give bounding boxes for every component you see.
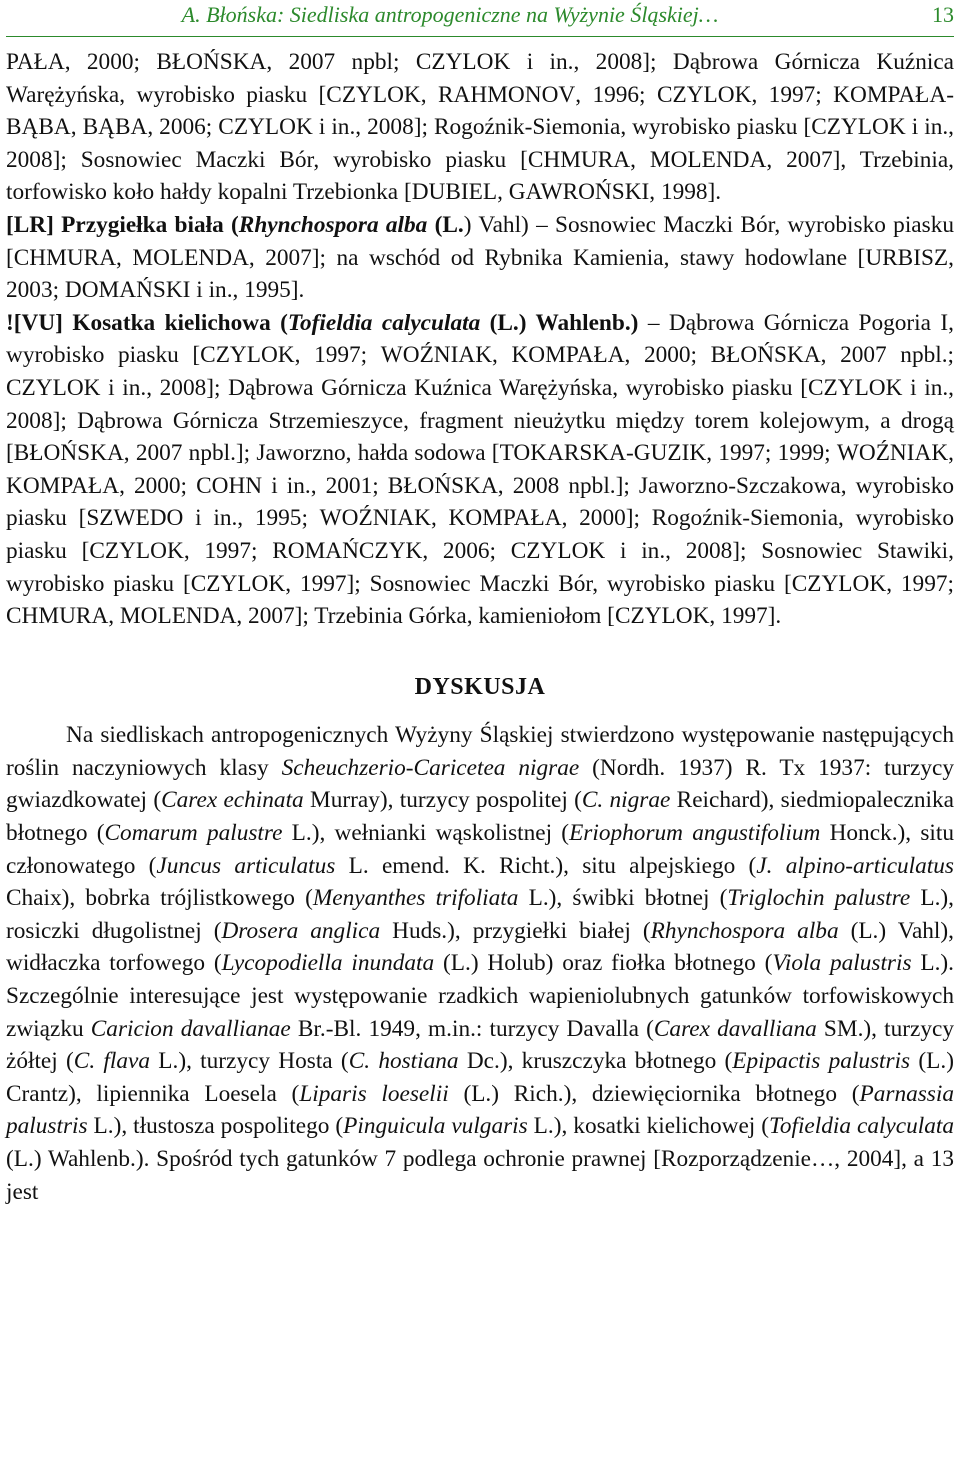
text-run: ,: [948, 440, 954, 467]
paragraph-locations-continued: [6, 46, 954, 209]
species-entry-label: [LR] Przygiełka biała (: [6, 211, 239, 238]
author-name: KOMPAŁA: [6, 472, 120, 499]
latin-name: Drosera anglica: [221, 917, 381, 944]
species-entry-label: (L.) Wahlenb.): [480, 309, 639, 336]
text-run: Br.-Bl. 1949, m.in.: turzycy Davalla (: [290, 1015, 654, 1042]
author-name: KOMPAŁA: [448, 505, 562, 532]
text-run: , 2000;: [624, 342, 711, 369]
author-name: WOŹNIAK: [836, 440, 949, 467]
paragraph-discussion: [6, 719, 954, 1208]
author-name: WOŹNIAK: [380, 342, 493, 369]
author-name: PAŁA: [6, 49, 65, 75]
body-text: [6, 46, 954, 1208]
author-name: ROMAŃCZYK: [272, 537, 423, 564]
text-run: , 2006;: [422, 537, 511, 564]
text-run: (L.) Holub) oraz fiołka błotnego (: [434, 950, 773, 977]
text-run: Honck.), situ członowatego (: [6, 820, 954, 879]
text-run: , 2006;: [147, 114, 219, 141]
author-name: MOLENDA: [132, 244, 249, 271]
author-name: CZYLOK: [811, 114, 906, 141]
text-run: ,: [108, 603, 120, 630]
latin-name: C. hostiana: [348, 1048, 459, 1075]
author-name: CHMURA: [13, 244, 117, 271]
text-run: Murray), turzycy pospolitej (: [303, 787, 582, 814]
author-name: CZYLOK: [218, 114, 313, 141]
author-name: CHMURA: [527, 146, 631, 173]
latin-name: Epipactis palustris: [732, 1048, 911, 1075]
latin-name: Carex davalliana: [653, 1015, 817, 1042]
text-run: , 1997]; Sosnowiec Maczki Bór, wyrobisko piasku [: [285, 570, 792, 597]
author-name: DUBIEL: [411, 179, 498, 206]
species-latin-name: Tofieldia calyculata: [287, 309, 481, 336]
author-name: CZYLOK: [6, 374, 101, 401]
author-name: CZYLOK: [326, 81, 421, 108]
text-run: (L.) Rich.), dziewięciornika błotnego (: [448, 1080, 860, 1107]
text-run: i in., 2008]; Dąbrowa Górnicza Strzemieszyce, fragment nieużytku między torem kolejowym, a drogą [: [6, 374, 954, 467]
author-name: CHMURA: [6, 603, 109, 630]
author-name: CZYLOK: [200, 342, 295, 369]
latin-name: Rhynchospora alba: [650, 917, 839, 944]
text-run: , 1997; 1999;: [706, 440, 837, 467]
latin-name: Carex echinata: [161, 787, 304, 814]
latin-name: Juncus articulatus: [156, 852, 336, 879]
latin-name: Triglochin palustre: [727, 885, 911, 912]
text-run: i in., 2008]; Sosnowiec Stawiki, wyrobisko piasku [: [6, 537, 954, 597]
text-run: (L.) Wahlenb.). Spośród tych gatunków 7 podlega ochronie prawnej [Rozporządzenie…, 2004], a 13 jest: [6, 1146, 954, 1205]
latin-name: Liparis loeselii: [299, 1080, 449, 1107]
text-run: SM.), turzycy żółtej (: [6, 1015, 954, 1075]
text-run: L.), kosatki kielichowej (: [527, 1113, 769, 1140]
text-run: Reichard), siedmiopalecznika błotnego (: [6, 787, 954, 847]
text-run: Huds.), przygiełki białej (: [380, 917, 651, 944]
text-run: i in., 1995;: [183, 505, 320, 532]
author-name: MOLENDA: [119, 603, 237, 630]
text-run: , 2007 npbl.;: [820, 342, 955, 369]
text-run: , 2007], Trzebinia, torfowisko koło hałdy kopalni Trzebionka [: [6, 146, 954, 206]
page-number: 13: [932, 2, 954, 27]
author-name: CZYLOK: [190, 570, 286, 597]
text-run: ,: [116, 244, 133, 271]
text-run: , 2008 npbl.]; Jaworzno-Szczakowa, wyrobisko piasku [: [6, 472, 955, 532]
latin-name: Tofieldia calyculata: [769, 1113, 955, 1140]
latin-name: Menyanthes trifoliata: [312, 885, 519, 912]
section-heading-dyskusja: DYSKUSJA: [414, 673, 546, 700]
author-name: BŁOŃSKA: [13, 440, 124, 467]
latin-name: Parnassia palustris: [6, 1080, 954, 1140]
text-run: ,: [420, 81, 439, 108]
text-run: , 2007]; Trzebinia Górka, kamieniołom [: [236, 603, 615, 630]
text-run: , 1997].: [709, 603, 782, 630]
text-run: ,: [492, 342, 512, 369]
text-run: L.), wełnianki wąskolistnej (: [282, 820, 570, 847]
author-name: BŁOŃSKA: [710, 342, 821, 369]
author-name: CZYLOK: [415, 49, 511, 75]
text-run: L.), tłustosza pospolitego (: [87, 1113, 344, 1140]
author-name: CZYLOK: [791, 570, 887, 597]
running-header: [6, 2, 954, 37]
species-entry-label: ![VU] Kosatka kielichowa (: [6, 309, 288, 336]
author-name: CZYLOK: [807, 374, 903, 401]
latin-name: Eriophorum angustifolium: [569, 820, 821, 847]
text-run: , 2007 npbl.]; Jaworzno, hałda sodowa [: [123, 440, 500, 467]
text-run: (L.) Vahl), widłaczka torfowego (: [6, 917, 954, 977]
text-run: (L.) Crantz), lipiennika Loesela (: [6, 1048, 954, 1107]
text-run: L.), turzycy Hosta (: [150, 1048, 349, 1075]
text-run: , 2000;: [119, 472, 197, 499]
text-run: ,: [630, 146, 650, 173]
latin-name: J. alpino-articulatus: [756, 852, 954, 879]
running-title: A. Błońska: Siedliska antropogeniczne na Wyżynie Śląskiej…: [181, 2, 719, 27]
author-name: CZYLOK: [89, 537, 184, 564]
author-name: MOLENDA: [649, 146, 767, 173]
author-name: COHN: [196, 472, 263, 499]
text-run: i in., 2008]; Dąbrowa Górnicza Kuźnica Warężyńska, wyrobisko piasku [: [100, 374, 808, 401]
author-name: DOMAŃSKI: [64, 277, 191, 304]
text-run: , 2007 npbl;: [266, 49, 416, 75]
text-run: ,: [497, 179, 509, 206]
author-name: KOMPAŁA-BĄBA: [6, 81, 954, 141]
latin-name: C. nigrae: [581, 787, 671, 814]
author-name: URBISZ: [865, 244, 949, 271]
text-run: , 2000;: [64, 49, 157, 75]
latin-name: Caricion davallianae: [90, 1015, 291, 1042]
latin-name: Viola palustris: [772, 950, 912, 977]
author-name: KOMPAŁA: [511, 342, 625, 369]
text-run: i in., 2008]; Sosnowiec Maczki Bór, wyrobisko piasku [: [6, 114, 954, 173]
author-name: BĄBA: [82, 114, 148, 141]
text-run: Na siedliskach antropogenicznych Wyżyny Śląskiej stwierdzono występowanie następujących roślin naczyniowych klasy: [6, 722, 954, 781]
text-run: , 1996;: [575, 81, 657, 108]
author-name: BŁOŃSKA: [387, 472, 498, 499]
text-run: L. emend. K. Richt.), situ alpejskiego (: [335, 852, 757, 879]
author-name: TOKARSKA-GUZIK: [499, 440, 707, 467]
text-run: ) Vahl) – Sosnowiec Maczki Bór, wyrobisko piasku [: [6, 211, 954, 271]
text-run: , 2000]; Rogoźnik-Siemonia, wyrobisko piasku [: [6, 505, 954, 564]
author-name: RAHMONOV: [438, 81, 576, 108]
paragraph-rhynchospora-alba: [6, 209, 954, 307]
author-name: SZWEDO: [86, 505, 184, 532]
text-run: L.), świbki błotnej (: [518, 885, 728, 912]
latin-name: Comarum palustre: [104, 820, 283, 847]
text-run: , 1997;: [886, 570, 954, 597]
text-run: L.). Szczególnie interesujące jest występowanie rzadkich wapieniolubnych gatunków torfowiskowych związku: [6, 950, 955, 1042]
species-entry-label: (L.: [427, 211, 464, 238]
latin-name: Pinguicula vulgaris: [343, 1113, 528, 1140]
author-name: BŁOŃSKA: [156, 49, 267, 75]
text-run: , 2003;: [6, 244, 954, 304]
text-run: , 1998].: [649, 179, 722, 206]
latin-name: C. flava: [73, 1048, 150, 1075]
text-run: , 1997;: [294, 342, 381, 369]
species-latin-name: Rhynchospora alba: [238, 211, 428, 238]
text-run: , 1997;: [751, 81, 834, 108]
text-run: Dc.), kruszczyka błotnego (: [458, 1048, 733, 1075]
text-run: , 1997;: [183, 537, 273, 564]
text-run: ,: [430, 505, 449, 532]
author-name: CZYLOK: [656, 81, 752, 108]
text-run: i in., 2008]; Rogoźnik-Siemonia, wyrobisko piasku [: [312, 114, 812, 141]
text-run: i in., 2008]; Dąbrowa Górnicza Kuźnica Warężyńska, wyrobisko piasku [: [6, 49, 955, 108]
text-run: i in., 2001;: [262, 472, 388, 499]
text-run: L.), rosiczki długolistnej (: [6, 885, 954, 944]
author-name: CZYLOK: [510, 537, 606, 564]
latin-name: Scheuchzerio-Caricetea nigrae: [281, 754, 580, 781]
author-name: WOŹNIAK: [319, 505, 431, 532]
text-run: (Nordh. 1937) R. Tx 1937: turzycy gwiazdkowatej (: [6, 754, 954, 814]
text-run: – Dąbrowa Górnicza Pogoria I, wyrobisko piasku [: [6, 309, 954, 369]
author-name: GAWROŃSKI: [508, 179, 650, 206]
text-run: Chaix), bobrka trójlistkowego (: [6, 885, 313, 912]
latin-name: Lycopodiella inundata: [221, 950, 435, 977]
text-run: i in., 1995].: [190, 277, 305, 304]
author-name: CZYLOK: [614, 603, 710, 630]
text-run: ,: [70, 114, 83, 141]
text-run: , 2007]; na wschód od Rybnika Kamienia, stawy hodowlane [: [248, 244, 866, 271]
paragraph-tofieldia-calyculata: [6, 307, 954, 633]
